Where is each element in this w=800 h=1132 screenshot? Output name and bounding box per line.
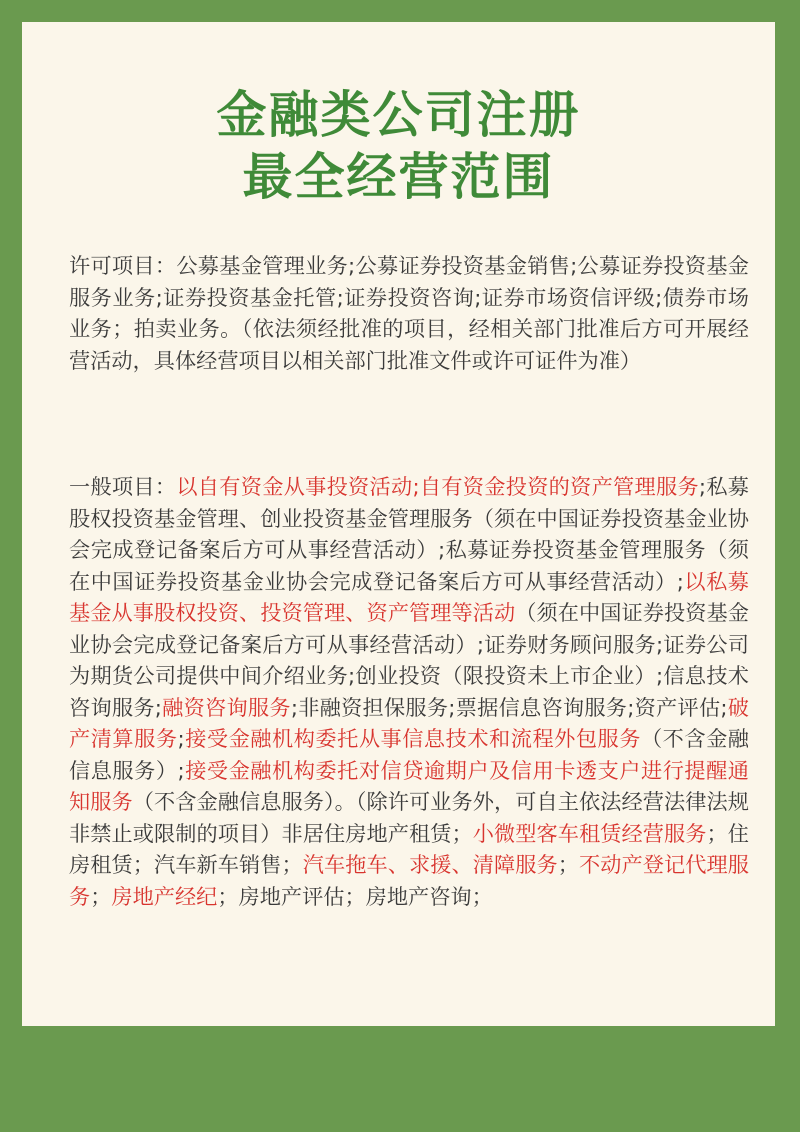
plain-service-text: ;私募股权投资基金管理、创业投资基金管理服务（须在中国证券投资基金业协会完成登记备案后方可从事经营活动）;私募证券投资基金管理服务（须在中国证券投资基金业协会完成登记备案后方可从事经营活动）;	[69, 474, 749, 594]
title-line-2: 最全经营范围	[242, 147, 555, 206]
permit-items-paragraph: 许可项目：公募基金管理业务;公募证券投资基金销售;公募证券投资基金服务业务;证券投资基金托管;证券投资咨询;证券市场资信评级;债券市场业务；拍卖业务。（依法须经批准的项目，经相关部门批准后方可开展经营活动，具体经营项目以相关部门批准文件或许可证件为准）	[69, 253, 749, 373]
plain-service-text: （不含金融信息服务）;	[69, 726, 749, 783]
title-line-1: 金融类公司注册	[216, 85, 581, 144]
highlighted-service-text: 小微型客车租赁经营服务	[472, 820, 707, 846]
plain-service-text: ；	[90, 883, 112, 909]
plain-service-text: ；住房租赁；汽车新车销售；	[69, 820, 749, 877]
document-page	[22, 22, 775, 1026]
highlighted-service-text: 破产清算服务	[69, 694, 749, 751]
highlighted-service-text: 不动产登记代理服务	[69, 852, 749, 909]
general-items-paragraph	[69, 471, 749, 912]
page-title	[22, 84, 775, 208]
plain-service-text: ；房地产评估；房地产咨询；	[217, 883, 493, 909]
highlighted-service-text: 以私募基金从事股权投资、投资管理、资产管理等活动	[69, 568, 749, 625]
plain-service-text: ;	[177, 726, 185, 751]
highlighted-service-text: 接受金融机构委托从事信息技术和流程外包服务	[184, 726, 641, 751]
highlighted-service-text: 融资咨询服务	[161, 694, 291, 720]
plain-service-text: （须在中国证券投资基金业协会完成登记备案后方可从事经营活动）;证券财务顾问服务;证券公司为期货公司提供中间介绍业务;创业投资（限投资未上市企业）;信息技术咨询服务;	[69, 600, 749, 720]
plain-service-text: ;非融资担保服务;票据信息咨询服务;资产评估;	[290, 694, 728, 720]
highlighted-service-text: 接受金融机构委托对信贷逾期户及信用卡透支户进行提醒通知服务	[69, 757, 749, 814]
highlighted-service-text: 房地产经纪	[111, 883, 218, 909]
plain-service-text: ；	[557, 852, 579, 877]
plain-service-text: （不含金融信息服务）。（除许可业务外，可自主依法经营法律法规非禁止或限制的项目）非居住房地产租赁；	[69, 789, 749, 846]
highlighted-service-text: 汽车拖车、求援、清障服务	[302, 852, 558, 877]
highlighted-service-text: 以自有资金从事投资活动;自有资金投资的资产管理服务	[176, 474, 699, 499]
plain-service-text: 一般项目：	[69, 474, 177, 499]
